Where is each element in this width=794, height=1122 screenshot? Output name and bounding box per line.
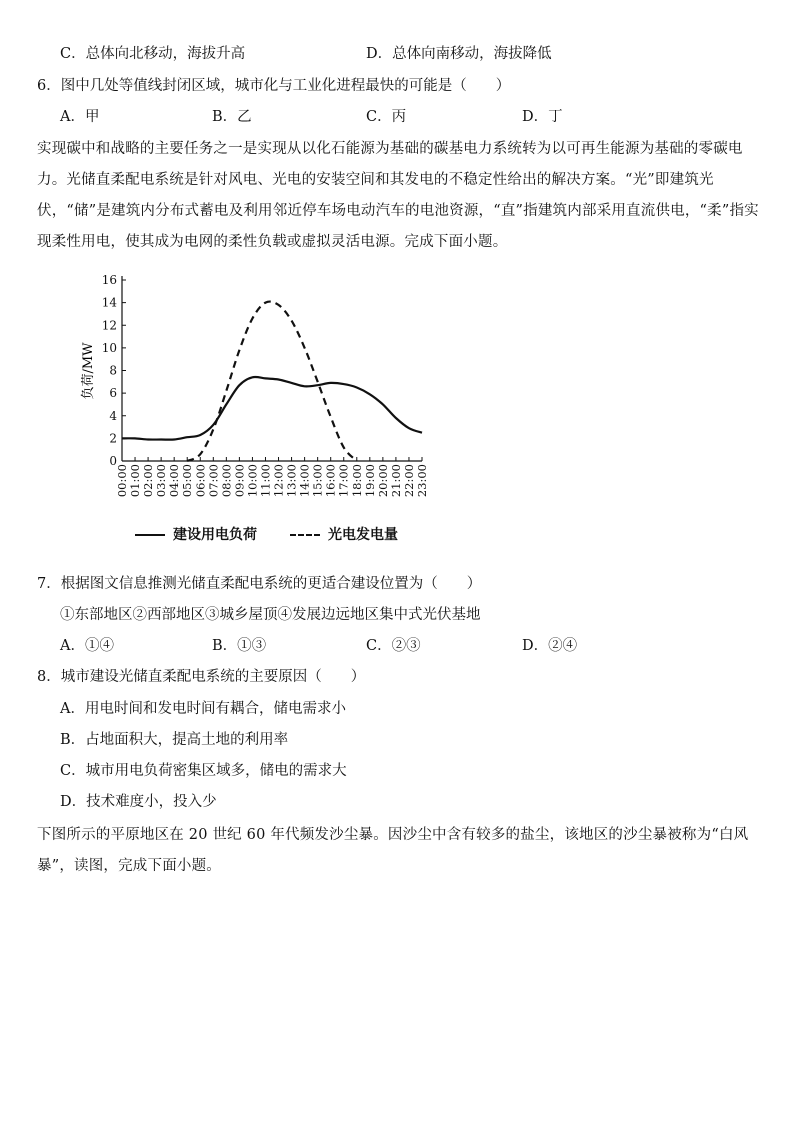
- legend-pv: [290, 526, 398, 544]
- q7-option-b: B．①③: [212, 638, 267, 654]
- q8-option-b: B．占地面积大，提高土地的利用率: [60, 732, 289, 748]
- legend-pv-label: 光电发电量: [328, 527, 398, 543]
- y-tick-label: 10: [101, 340, 117, 355]
- legend-load: [135, 526, 257, 544]
- x-tick-label: 04:00: [167, 464, 182, 498]
- q7-stem: 7．根据图文信息推测光储直柔配电系统的更适合建设位置为（ ）: [37, 576, 482, 592]
- y-tick-label: 2: [109, 431, 117, 446]
- passage-carbon-neutral: 实现碳中和战略的主要任务之一是实现从以化石能源为基础的碳基电力系统转为以可再生能源为基础的零碳电力。光储直柔配电系统是针对风电、光电的安装空间和其发电的不稳定性给出的解决方案。“光”即建筑光伏，“储”是建筑内分布式蓄电及利用邻近停车场电动汽车的电池资源，“直”指建筑内部采用直流供电，“柔”指实现柔性用电，使其成为电网的柔性负载或虚拟灵活电源。完成下面小题。: [37, 141, 759, 250]
- x-tick-label: 05:00: [180, 464, 195, 498]
- q5-option-d: D．总体向南移动，海拔降低: [366, 46, 552, 62]
- series-load-line: [122, 377, 422, 440]
- x-tick-label: 14:00: [297, 464, 312, 498]
- x-tick-label: 08:00: [219, 464, 234, 498]
- x-tick-label: 12:00: [271, 464, 286, 498]
- x-tick-label: 06:00: [193, 464, 208, 498]
- q7-option-a: A．①④: [60, 638, 114, 654]
- q8-option-c: C．城市用电负荷密集区域多，储电的需求大: [60, 763, 347, 779]
- y-tick-label: 0: [109, 454, 117, 468]
- q6-option-c: C．丙: [366, 109, 407, 125]
- x-tick-label: 18:00: [349, 464, 364, 498]
- x-tick-label: 10:00: [245, 464, 260, 498]
- x-tick-label: 16:00: [323, 464, 338, 498]
- y-axis-label: 负荷/MW: [81, 342, 96, 400]
- x-tick-label: 02:00: [141, 464, 156, 498]
- series-pv-line: [187, 302, 357, 461]
- x-tick-label: 13:00: [284, 464, 299, 498]
- legend-dashed-line-icon: [290, 534, 320, 536]
- x-tick-label: 00:00: [115, 464, 129, 498]
- q6-option-a: A．甲: [60, 109, 100, 125]
- q5-option-c: C．总体向北移动，海拔升高: [60, 46, 246, 62]
- q8-option-a: A．用电时间和发电时间有耦合，储电需求小: [60, 701, 346, 717]
- q6-option-b: B．乙: [212, 109, 252, 125]
- y-tick-label: 14: [101, 295, 117, 310]
- x-tick-label: 22:00: [401, 464, 416, 498]
- y-tick-label: 4: [109, 408, 117, 423]
- y-tick-label: 6: [109, 386, 117, 401]
- x-tick-label: 17:00: [336, 464, 351, 498]
- q7-option-d: D．②④: [522, 638, 578, 654]
- x-tick-label: 21:00: [388, 464, 403, 498]
- q8-stem: 8．城市建设光储直柔配电系统的主要原因（ ）: [37, 669, 366, 685]
- y-tick-label: 12: [101, 318, 117, 333]
- load-generation-chart: [70, 268, 450, 518]
- legend-solid-line-icon: [135, 534, 165, 536]
- q7-option-c: C．②③: [366, 638, 421, 654]
- q8-option-d: D．技术难度小，投入少: [60, 794, 217, 810]
- x-tick-label: 15:00: [310, 464, 325, 498]
- legend-load-label: 建设用电负荷: [173, 527, 257, 543]
- x-tick-label: 09:00: [232, 464, 247, 498]
- q6-option-d: D．丁: [522, 109, 563, 125]
- y-tick-label: 16: [101, 273, 117, 287]
- x-tick-label: 20:00: [375, 464, 390, 498]
- q6-stem: 6．图中几处等值线封闭区域，城市化与工业化进程最快的可能是（ ）: [37, 78, 511, 94]
- q7-choices: ①东部地区②西部地区③城乡屋顶④发展边远地区集中式光伏基地: [60, 607, 481, 623]
- x-tick-label: 03:00: [154, 464, 169, 498]
- x-tick-label: 07:00: [206, 464, 221, 498]
- x-tick-label: 19:00: [362, 464, 377, 498]
- passage-white-storm: 下图所示的平原地区在 20 世纪 60 年代频发沙尘暴。因沙尘中含有较多的盐尘，该地区的沙尘暴被称为“白风暴”，读图，完成下面小题。: [37, 827, 749, 874]
- x-tick-label: 01:00: [128, 464, 143, 498]
- x-tick-label: 23:00: [415, 464, 429, 498]
- y-tick-label: 8: [109, 363, 117, 378]
- x-tick-label: 11:00: [258, 464, 273, 498]
